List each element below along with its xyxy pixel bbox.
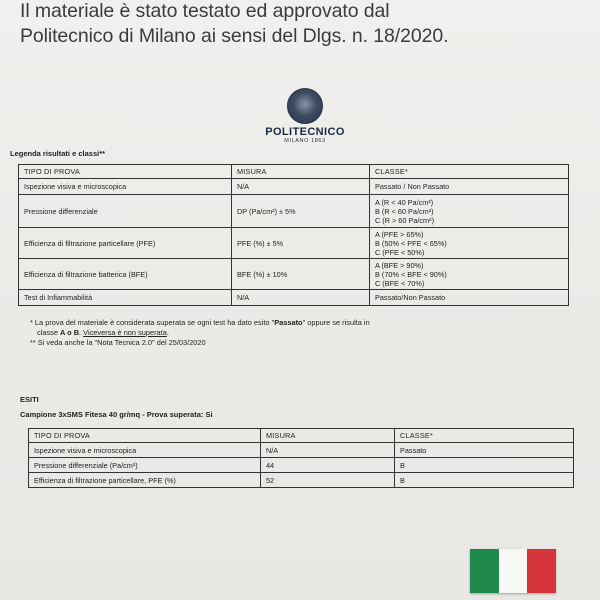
test-name: Test di Infiammabilità [19, 290, 232, 306]
test-name: Pressione differenziale (Pa/cm²) [29, 458, 261, 473]
column-header: MISURA [232, 165, 370, 179]
test-name: Efficienza di filtrazione particellare (PFE) [19, 228, 232, 259]
test-name: Pressione differenziale [19, 195, 232, 228]
legend-row [19, 228, 569, 259]
column-header: TIPO DI PROVA [29, 429, 261, 443]
university-seal-icon [287, 88, 323, 124]
class-line: A (R < 40 Pa/cm²) [375, 197, 434, 207]
test-measure: BFE (%) ± 10% [232, 259, 370, 290]
italian-flag-icon [470, 549, 556, 593]
legend-row [19, 290, 569, 306]
logo-name: POLITECNICO [265, 126, 345, 138]
legend-row [19, 179, 569, 195]
footnote-text: " oppure se risulta in [302, 318, 370, 327]
legend-caption: Legenda risultati e classi** [10, 149, 106, 158]
results-table [28, 428, 574, 488]
test-class [370, 179, 569, 195]
results-header-row [29, 429, 574, 443]
footnote-emphasis: A o B [60, 328, 80, 337]
results-row [29, 473, 574, 488]
results-row [29, 443, 574, 458]
class-line: C (PFE < 50%) [375, 247, 425, 257]
heading-line-1: Il materiale è stato testato ed approvato dal [20, 0, 390, 22]
flag-green-band [470, 549, 499, 593]
footnote-text: classe [37, 328, 61, 337]
test-measure: 44 [261, 458, 395, 473]
legend-table [18, 164, 569, 306]
class-line: C (BFE < 70%) [375, 278, 425, 288]
test-class: B [395, 458, 574, 473]
footnote-1-cont [30, 328, 570, 338]
class-line: B (70% < BFE < 90%) [375, 269, 447, 279]
test-name: Ispezione visiva e microscopica [29, 443, 261, 458]
footnote-underlined: Viceversa è non superata [83, 328, 167, 337]
test-class [370, 290, 569, 306]
legend-row [19, 259, 569, 290]
results-sample: Campione 3xSMS Fitesa 40 gr/mq - Prova superata: Si [20, 410, 213, 419]
class-line: C (R > 60 Pa/cm²) [375, 215, 434, 225]
logo-subtitle: MILANO 1863 [284, 138, 326, 144]
test-measure: DP (Pa/cm²) ± 5% [232, 195, 370, 228]
column-header: CLASSE* [370, 165, 569, 179]
column-header: TIPO DI PROVA [19, 165, 232, 179]
test-measure: 52 [261, 473, 395, 488]
test-name: Efficienza di filtrazione batterica (BFE) [19, 259, 232, 290]
class-line: B (50% < PFE < 65%) [375, 238, 447, 248]
test-measure: N/A [232, 179, 370, 195]
footnote-text: * La prova del materiale è considerata superata se ogni test ha dato esito " [30, 318, 275, 327]
legend-row [19, 195, 569, 228]
flag-red-band [527, 549, 556, 593]
results-row [29, 458, 574, 473]
test-class [370, 195, 569, 228]
heading-line-2: Politecnico di Milano ai sensi del Dlgs. n. 18/2020. [20, 25, 449, 47]
class-line: B (R < 60 Pa/cm²) [375, 206, 434, 216]
legend-header-row [19, 165, 569, 179]
column-header: MISURA [261, 429, 395, 443]
test-measure: PFE (%) ± 5% [232, 228, 370, 259]
class-line: Passato / Non Passato [375, 182, 450, 191]
approval-heading [20, 0, 580, 49]
test-measure: N/A [232, 290, 370, 306]
test-class [370, 228, 569, 259]
legend-footnotes [30, 318, 570, 348]
footnote-text: . [166, 328, 169, 337]
test-measure: N/A [261, 443, 395, 458]
footnote-2: ** Si veda anche la "Nota Tecnica 2.0" del 25/03/2020 [30, 338, 206, 347]
footnote-emphasis: Passato [274, 318, 303, 327]
results-title: ESITI [20, 395, 39, 404]
test-class: B [395, 473, 574, 488]
test-name: Efficienza di filtrazione particellare, PFE (%) [29, 473, 261, 488]
flag-white-band [499, 549, 528, 593]
column-header: CLASSE* [395, 429, 574, 443]
politecnico-logo [250, 88, 360, 144]
class-line: A (BFE > 90%) [375, 260, 424, 270]
class-line: A (PFE > 65%) [375, 229, 424, 239]
test-class [370, 259, 569, 290]
test-class: Passato [395, 443, 574, 458]
class-line: Passato/Non Passato [375, 293, 446, 302]
footnote-text: . [79, 328, 84, 337]
footnote-1 [30, 318, 570, 328]
test-name: Ispezione visiva e microscopica [19, 179, 232, 195]
